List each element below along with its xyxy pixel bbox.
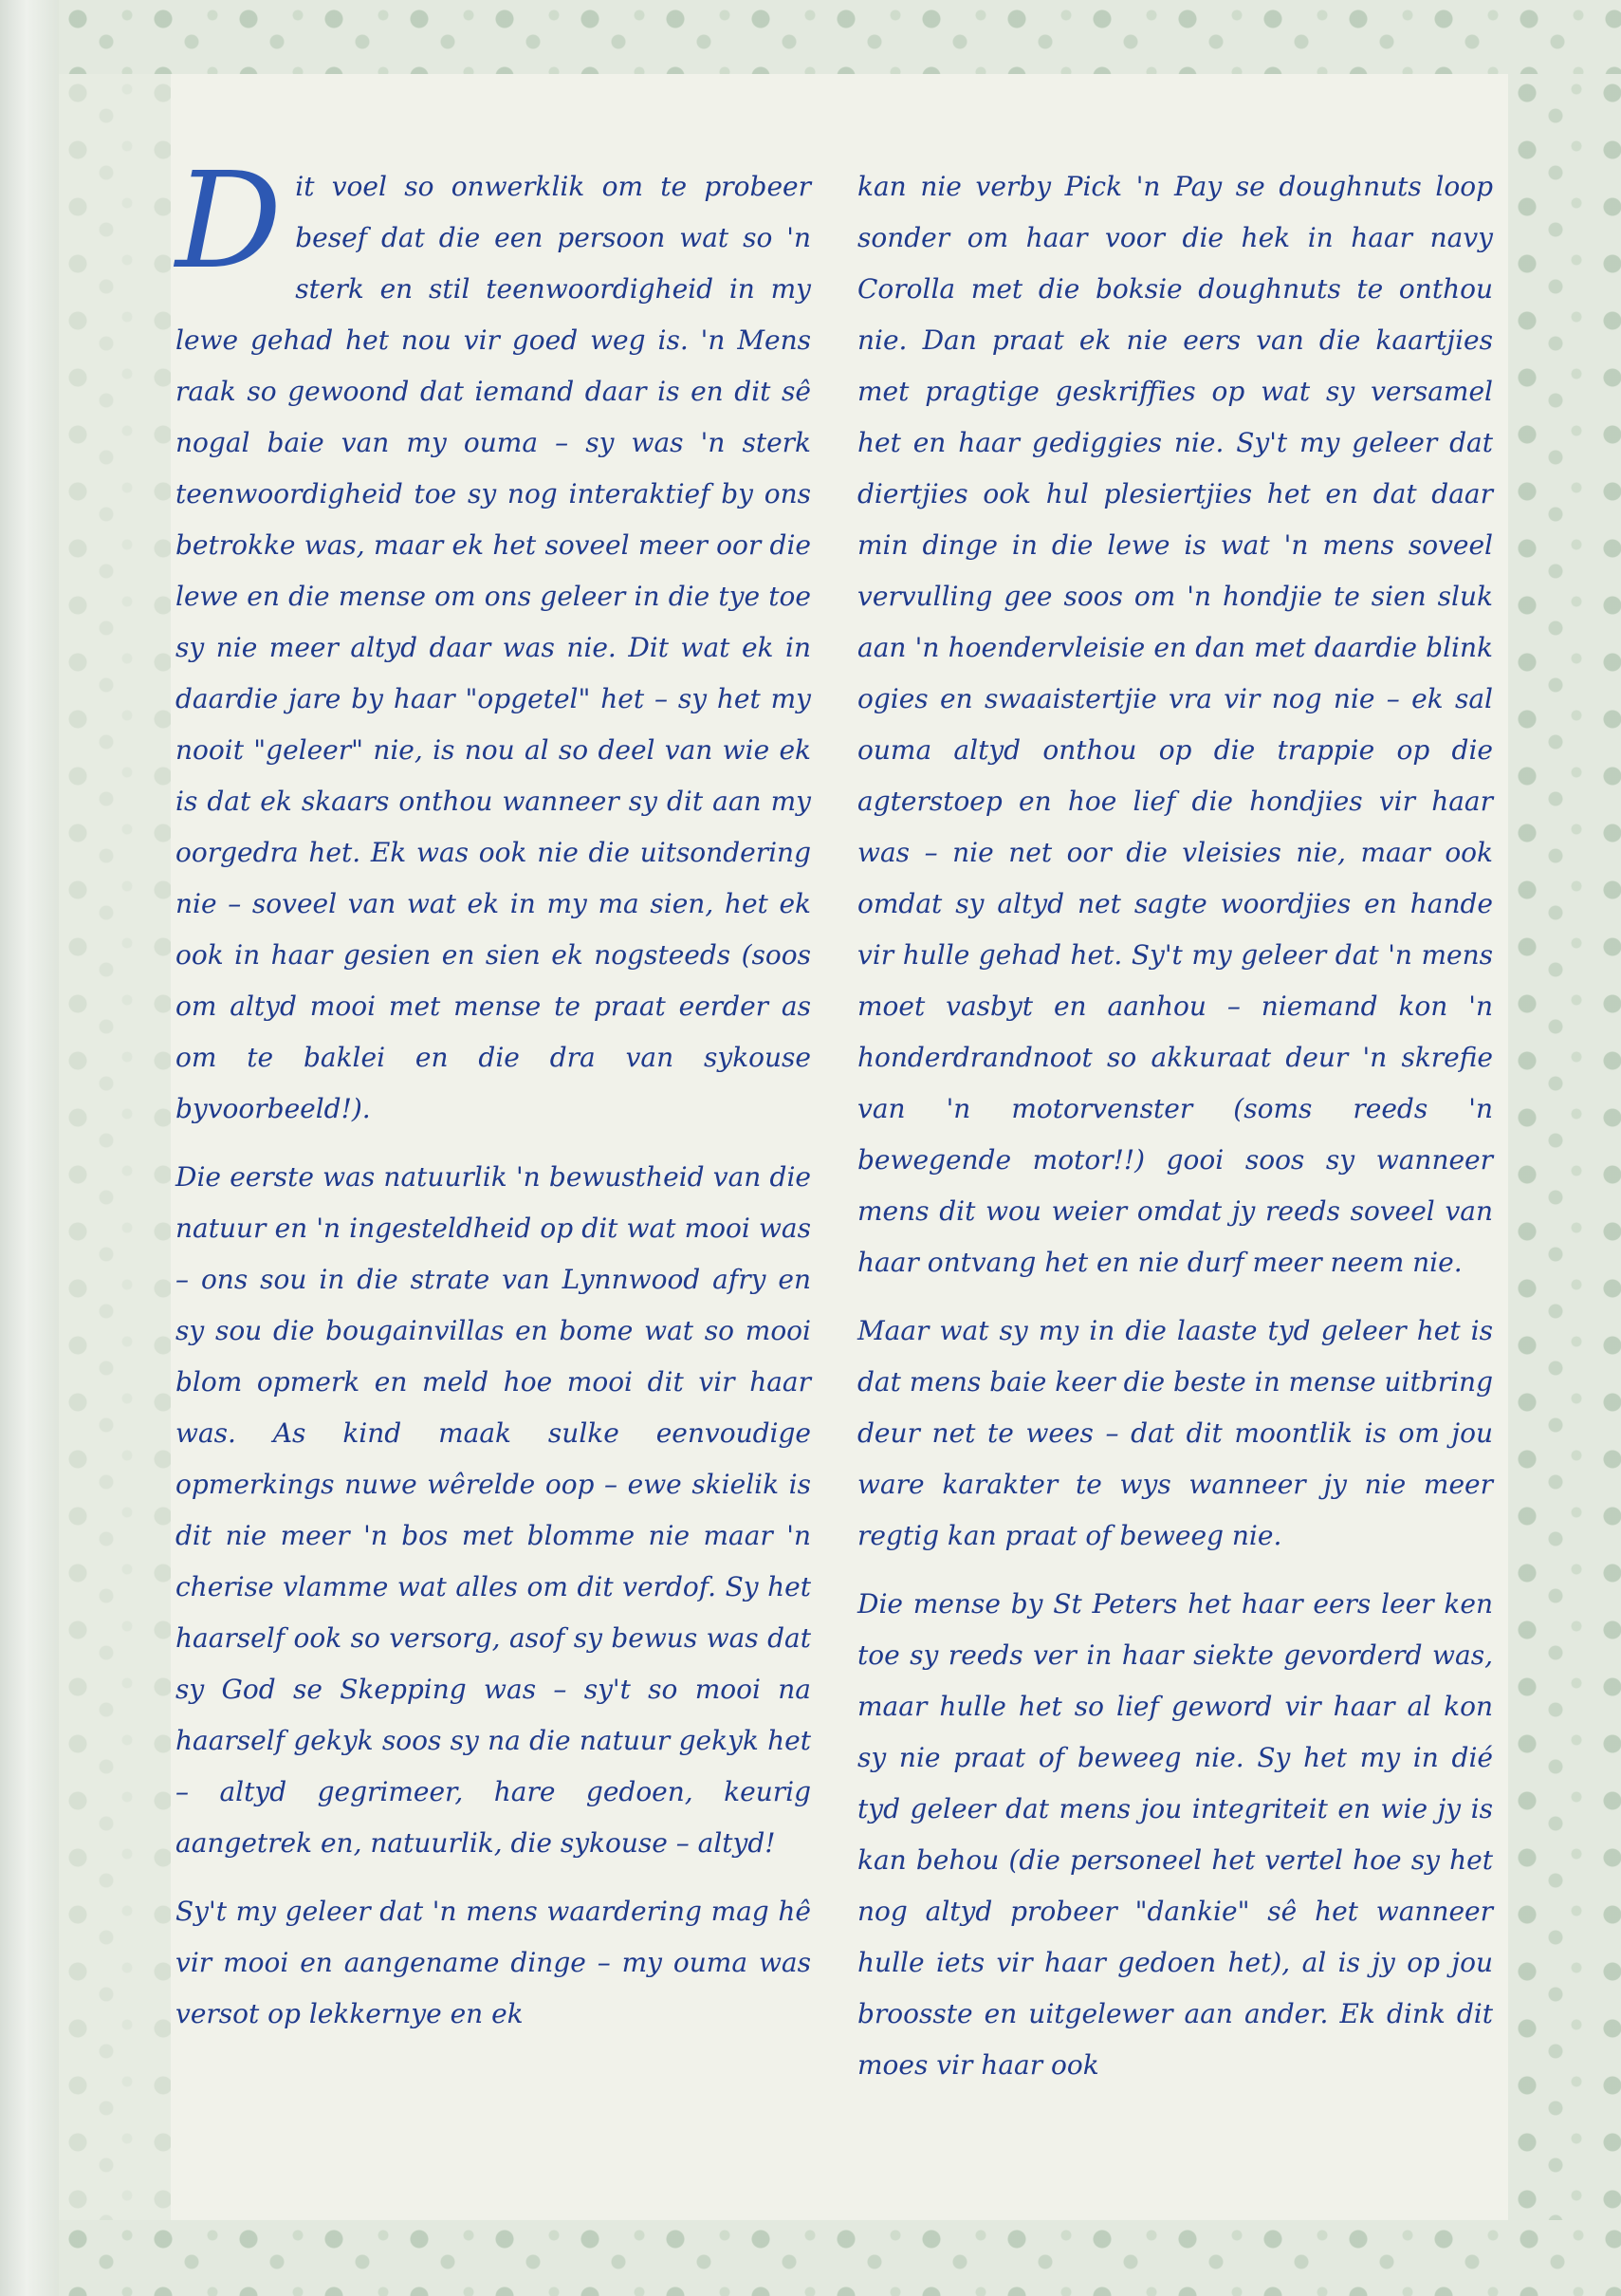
document-page [171,74,1508,2220]
paragraph-5: Maar wat sy my in die laaste tyd geleer het is dat mens baie keer die beste in mense uitbring deur net te wees – dat dit moontlik is om jou ware karakter te wys wanneer jy nie meer regtig kan praat of beweeg nie. [857,1315,1493,1551]
paragraph-1-text: it voel so onwerklik om te probeer besef dat die een persoon wat so 'n sterk en stil teenwoordigheid in my lewe gehad het nou vir goed weg is. 'n Mens raak so gewoond dat iemand daar is en dit sê nogal baie van my ouma – sy was 'n sterk teenwoordigheid toe sy nog interaktief by ons betrokke was, maar ek het soveel meer oor die lewe en die mense om ons geleer in die tye toe sy nie meer altyd daar was nie. Dit wat ek in daardie jare by haar "opgetel" het – sy het my nooit "geleer" nie, is nou al so deel van wie ek is dat ek skaars onthou wanneer sy dit aan my oorgedra het. Ek was ook nie die uitsondering nie – soveel van wat ek in my ma sien, het ek ook in haar gesien en sien ek nogsteeds (soos om altyd mooi met mense te praat eerder as om te baklei en die dra van sykouse byvoorbeeld!). [175,171,811,1124]
ornamental-border-left [59,74,171,2220]
ornamental-border-bottom [59,2220,1621,2296]
ornamental-border-top [59,0,1621,74]
paragraph-6: Die mense by St Peters het haar eers leer ken toe sy reeds ver in haar siekte gevorderd was, maar hulle het so lief geword vir haar al kon sy nie praat of beweeg nie. Sy het my in dié tyd geleer dat mens jou integriteit en wie jy is kan behou (die personeel het vertel hoe sy het nog altyd probeer "dankie" sê het wanneer hulle iets vir haar gedoen het), al is jy op jou broosste en uitgelewer aan ander. Ek dink dit moes vir haar ook [857,1588,1493,2081]
text-column-left [175,144,811,2057]
drop-cap: D [175,144,283,299]
paragraph-4: kan nie verby Pick 'n Pay se doughnuts loop sonder om haar voor die hek in haar navy Corolla met die boksie doughnuts te onthou nie. Dan praat ek nie eers van die kaartjies met pragtige geskriffies op wat sy versamel het en haar gediggies nie. Sy't my geleer dat diertjies ook hul plesiertjies het en dat daar min dinge in die lewe is wat 'n mens soveel vervulling gee soos om 'n hondjie te sien sluk aan 'n hoendervleisie en dan met daardie blink ogies en swaaistertjie vra vir nog nie – ek sal ouma altyd onthou op die trappie op die agterstoep en hoe lief die hondjies vir haar was – nie net oor die vleisies nie, maar ook omdat sy altyd net sagte woordjies en hande vir hulle gehad het. Sy't my geleer dat 'n mens moet vasbyt en aanhou – niemand kon 'n honderdrandnoot so akkuraat deur 'n skrefie van 'n motorvenster (soms reeds 'n bewegende motor!!) gooi soos sy wanneer mens dit wou weier omdat jy reeds soveel van haar ontvang het en nie durf meer neem nie. [857,171,1493,1278]
paragraph-1 [175,144,811,1135]
page-gutter [0,0,59,2296]
text-column-right [857,161,1493,2108]
paragraph-3: Sy't my geleer dat 'n mens waardering mag hê vir mooi en aangename dinge – my ouma was versot op lekkernye en ek [175,1896,811,2029]
paragraph-2: Die eerste was natuurlik 'n bewustheid van die natuur en 'n ingesteldheid op dit wat mooi was – ons sou in die strate van Lynnwood afry en sy sou die bougainvillas en bome wat so mooi blom opmerk en meld hoe mooi dit vir haar was. As kind maak sulke eenvoudige opmerkings nuwe wêrelde oop – ewe skielik is dit nie meer 'n bos met blomme nie maar 'n cherise vlamme wat alles om dit verdof. Sy het haarself ook so versorg, asof sy bewus was dat sy God se Skepping was – sy't so mooi na haarself gekyk soos sy na die natuur gekyk het – altyd gegrimeer, hare gedoen, keurig aangetrek en, natuurlik, die sykouse – altyd! [175,1161,811,1859]
ornamental-border-right [1508,74,1621,2220]
